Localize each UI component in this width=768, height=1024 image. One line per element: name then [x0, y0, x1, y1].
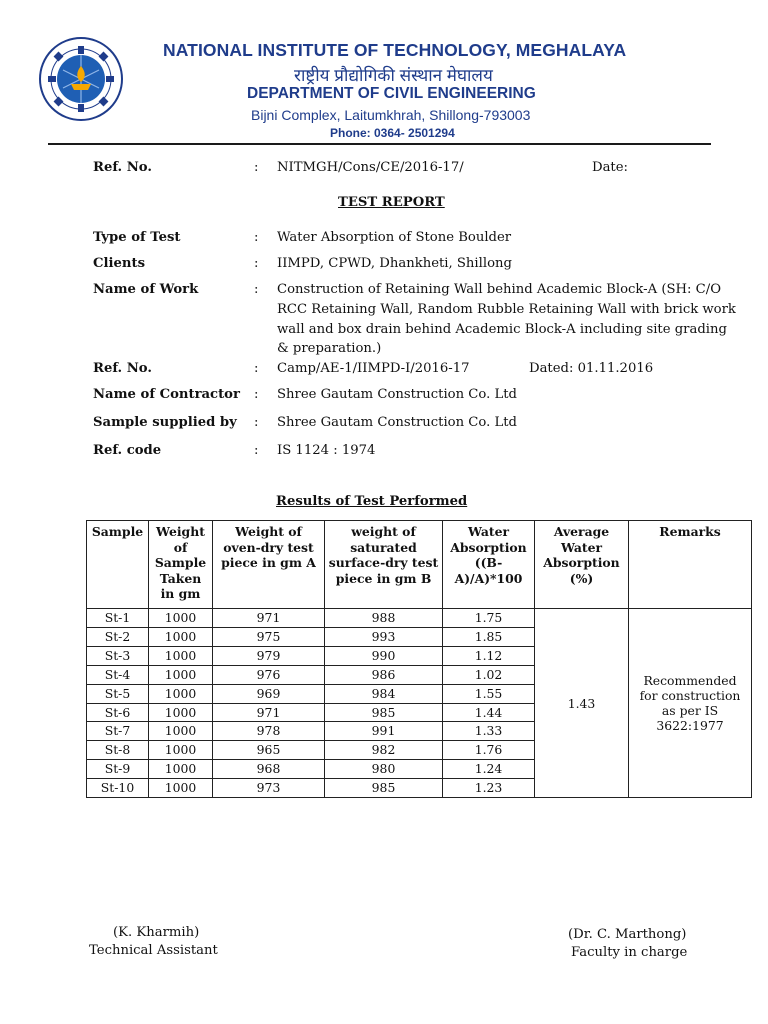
right-signatory-name: (Dr. C. Marthong): [568, 927, 687, 942]
column-header: Remarks: [629, 521, 752, 609]
remarks-cell: Recommended for construction as per IS 3622:1977: [629, 609, 752, 798]
absorption-cell: 1.55: [443, 684, 535, 703]
column-header: weight of saturated surface-dry test piece in gm B: [325, 521, 443, 609]
ref-code-value: IS 1124 : 1974: [277, 443, 376, 458]
oven-dry-cell: 965: [213, 741, 325, 760]
field-colon: :: [254, 282, 259, 297]
weight-cell: 1000: [149, 627, 213, 646]
institute-name-hindi: राष्ट्रीय प्रौद्योगिकी संस्थान मेघालय: [294, 66, 493, 85]
field-colon: :: [254, 256, 259, 271]
absorption-cell: 1.44: [443, 703, 535, 722]
sample-cell: St-4: [87, 665, 149, 684]
saturated-cell: 991: [325, 722, 443, 741]
column-header: Weight of Sample Taken in gm: [149, 521, 213, 609]
oven-dry-cell: 973: [213, 779, 325, 798]
sample-supplier-value: Shree Gautam Construction Co. Ltd: [277, 415, 517, 430]
client-ref-no-label: Ref. No.: [93, 361, 152, 376]
saturated-cell: 985: [325, 779, 443, 798]
client-ref-no-value: Camp/AE-1/IIMPD-I/2016-17: [277, 361, 470, 376]
oven-dry-cell: 971: [213, 703, 325, 722]
absorption-cell: 1.24: [443, 760, 535, 779]
weight-cell: 1000: [149, 646, 213, 665]
column-header: Water Absorption ((B-A)/A)*100: [443, 521, 535, 609]
saturated-cell: 993: [325, 627, 443, 646]
results-table: [86, 520, 752, 798]
saturated-cell: 980: [325, 760, 443, 779]
sample-cell: St-1: [87, 609, 149, 628]
institute-phone: Phone: 0364- 2501294: [330, 126, 455, 140]
left-signatory-name: (K. Kharmih): [113, 925, 200, 940]
contractor-label: Name of Contractor: [93, 387, 240, 402]
sample-cell: St-6: [87, 703, 149, 722]
results-title: Results of Test Performed: [276, 494, 468, 509]
weight-cell: 1000: [149, 741, 213, 760]
field-colon: :: [254, 443, 259, 458]
table-row: [87, 609, 752, 628]
saturated-cell: 984: [325, 684, 443, 703]
weight-cell: 1000: [149, 665, 213, 684]
name-of-work-line: & preparation.): [277, 341, 382, 356]
clients-value: IIMPD, CPWD, Dhankheti, Shillong: [277, 256, 512, 271]
weight-cell: 1000: [149, 760, 213, 779]
name-of-work-label: Name of Work: [93, 282, 199, 297]
ref-no-value: NITMGH/Cons/CE/2016-17/: [277, 160, 464, 175]
weight-cell: 1000: [149, 609, 213, 628]
header-divider: [48, 143, 711, 145]
absorption-cell: 1.76: [443, 741, 535, 760]
absorption-cell: 1.12: [443, 646, 535, 665]
column-header: Weight of oven-dry test piece in gm A: [213, 521, 325, 609]
average-absorption-cell: 1.43: [535, 609, 629, 798]
ref-no-colon: :: [254, 160, 259, 175]
right-signatory-title: Faculty in charge: [571, 945, 688, 960]
absorption-cell: 1.23: [443, 779, 535, 798]
absorption-cell: 1.33: [443, 722, 535, 741]
oven-dry-cell: 969: [213, 684, 325, 703]
left-signatory-title: Technical Assistant: [89, 943, 218, 958]
department-name: DEPARTMENT OF CIVIL ENGINEERING: [247, 85, 536, 102]
oven-dry-cell: 978: [213, 722, 325, 741]
oven-dry-cell: 975: [213, 627, 325, 646]
sample-cell: St-5: [87, 684, 149, 703]
client-ref-date: Dated: 01.11.2016: [529, 361, 654, 376]
saturated-cell: 990: [325, 646, 443, 665]
type-of-test-label: Type of Test: [93, 230, 181, 245]
weight-cell: 1000: [149, 722, 213, 741]
name-of-work-line: Construction of Retaining Wall behind Academic Block-A (SH: C/O: [277, 282, 722, 297]
report-title: TEST REPORT: [338, 195, 445, 210]
saturated-cell: 986: [325, 665, 443, 684]
sample-cell: St-7: [87, 722, 149, 741]
institute-name: NATIONAL INSTITUTE OF TECHNOLOGY, MEGHALAYA: [163, 40, 627, 60]
institute-seal-icon: [38, 36, 124, 122]
absorption-cell: 1.02: [443, 665, 535, 684]
sample-cell: St-2: [87, 627, 149, 646]
institute-address: Bijni Complex, Laitumkhrah, Shillong-793003: [251, 107, 531, 123]
saturated-cell: 988: [325, 609, 443, 628]
oven-dry-cell: 979: [213, 646, 325, 665]
saturated-cell: 985: [325, 703, 443, 722]
date-label: Date:: [592, 160, 628, 175]
field-colon: :: [254, 230, 259, 245]
clients-label: Clients: [93, 256, 146, 271]
absorption-cell: 1.75: [443, 609, 535, 628]
contractor-value: Shree Gautam Construction Co. Ltd: [277, 387, 517, 402]
weight-cell: 1000: [149, 684, 213, 703]
column-header: Average Water Absorption (%): [535, 521, 629, 609]
type-of-test-value: Water Absorption of Stone Boulder: [277, 230, 512, 245]
oven-dry-cell: 968: [213, 760, 325, 779]
column-header: Sample: [87, 521, 149, 609]
ref-no-label: Ref. No.: [93, 160, 152, 175]
sample-cell: St-3: [87, 646, 149, 665]
table-header-row: [87, 521, 752, 609]
sample-cell: St-9: [87, 760, 149, 779]
oven-dry-cell: 976: [213, 665, 325, 684]
field-colon: :: [254, 361, 259, 376]
ref-code-label: Ref. code: [93, 443, 162, 458]
weight-cell: 1000: [149, 779, 213, 798]
field-colon: :: [254, 387, 259, 402]
saturated-cell: 982: [325, 741, 443, 760]
sample-supplier-label: Sample supplied by: [93, 415, 237, 430]
weight-cell: 1000: [149, 703, 213, 722]
sample-cell: St-8: [87, 741, 149, 760]
name-of-work-line: RCC Retaining Wall, Random Rubble Retaining Wall with brick work: [277, 302, 736, 317]
sample-cell: St-10: [87, 779, 149, 798]
field-colon: :: [254, 415, 259, 430]
name-of-work-line: wall and box drain behind Academic Block-A including site grading: [277, 322, 727, 337]
absorption-cell: 1.85: [443, 627, 535, 646]
oven-dry-cell: 971: [213, 609, 325, 628]
